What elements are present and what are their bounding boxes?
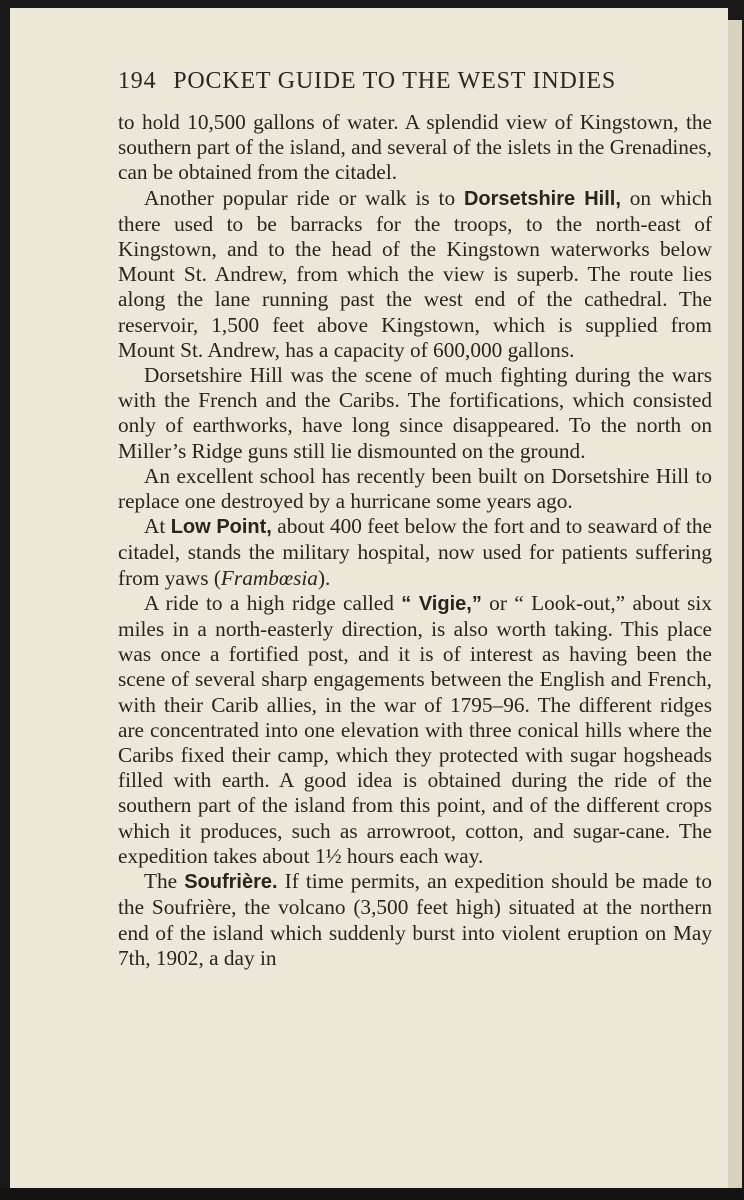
paragraph-text: to hold 10,500 gallons of water. A splendid view of Kingstown, the southern part of the island, and several of the islets in the Grenadines, can be obtained from the citadel. — [118, 110, 712, 185]
page-number: 194 — [118, 68, 157, 94]
paragraph — [118, 363, 712, 464]
paragraph-text: A ride to a high ridge called — [144, 590, 402, 615]
place-heading: Soufrière. — [184, 871, 278, 894]
running-header — [118, 68, 714, 95]
paragraph-text: Dorsetshire Hill was the scene of much fighting during the wars with the French and the Caribs. The fortifications, which consisted only of earthworks, have long since disappeared. To the north on Miller’s Ridge guns still lie dismounted on the ground. — [118, 363, 712, 463]
paragraph-text: about 400 feet below the fort and to seaward of the citadel, stands the military hospital, now used for patients suffering from yaws ( — [118, 514, 713, 590]
paragraph — [118, 514, 712, 591]
paragraph-text: on which there used to be barracks for the troops, to the north-east of Kingstown, and to the head of the Kingstown waterworks below Mount St. Andrew, from which the view is superb. The route lies along the lane running past the west end of the cathedral. The reservoir, 1,500 feet above Kingstown, which is supplied from Mount St. Andrew, has a capacity of 600,000 gallons. — [118, 185, 712, 362]
paragraph-text: The — [144, 869, 185, 894]
paragraph-text: Another popular ride or walk is to — [144, 185, 464, 210]
paragraph — [118, 186, 712, 363]
bottom-border — [0, 1188, 744, 1200]
place-heading: Dorsetshire Hill, — [463, 187, 621, 210]
paragraph — [118, 110, 712, 186]
paragraph — [118, 464, 712, 514]
body-text — [118, 110, 712, 971]
place-heading: “ Vigie,” — [401, 592, 482, 615]
italic-term: Frambœsia — [220, 565, 318, 590]
paragraph — [118, 869, 712, 971]
running-title: POCKET GUIDE TO THE WEST INDIES — [173, 68, 617, 94]
place-heading: Low Point, — [170, 516, 272, 539]
paragraph-text: An excellent school has recently been built on Dorsetshire Hill to replace one destroyed by a hurricane some years ago. — [118, 463, 712, 514]
paragraph-text: At — [144, 514, 171, 539]
paragraph — [118, 591, 712, 869]
paragraph-text: ). — [317, 565, 331, 590]
paragraph-text: If time permits, an expedition should be made to the Soufrière, the volcano (3,500 feet high) situated at the northern end of the island which suddenly burst into violent eruption on May 7th, 1902, a day in — [118, 869, 712, 970]
paragraph-text: or “ Look-out,” about six miles in a north-easterly direction, is also worth taking. This place was once a fortified post, and it is of interest as having been the scene of several sharp engagements between the English and French, with their Carib allies, in the war of 1795–96. The different ridges are concentrated into one elevation with three conical hills where the Caribs fixed their camp, which they protected with sugar hogsheads filled with earth. A good idea is obtained during the ride of the southern part of the island from this point, and of the different crops which it produces, such as arrowroot, cotton, and sugar-cane. The expedition takes about 1½ hours each way. — [118, 590, 712, 868]
page-edge — [728, 20, 742, 1190]
